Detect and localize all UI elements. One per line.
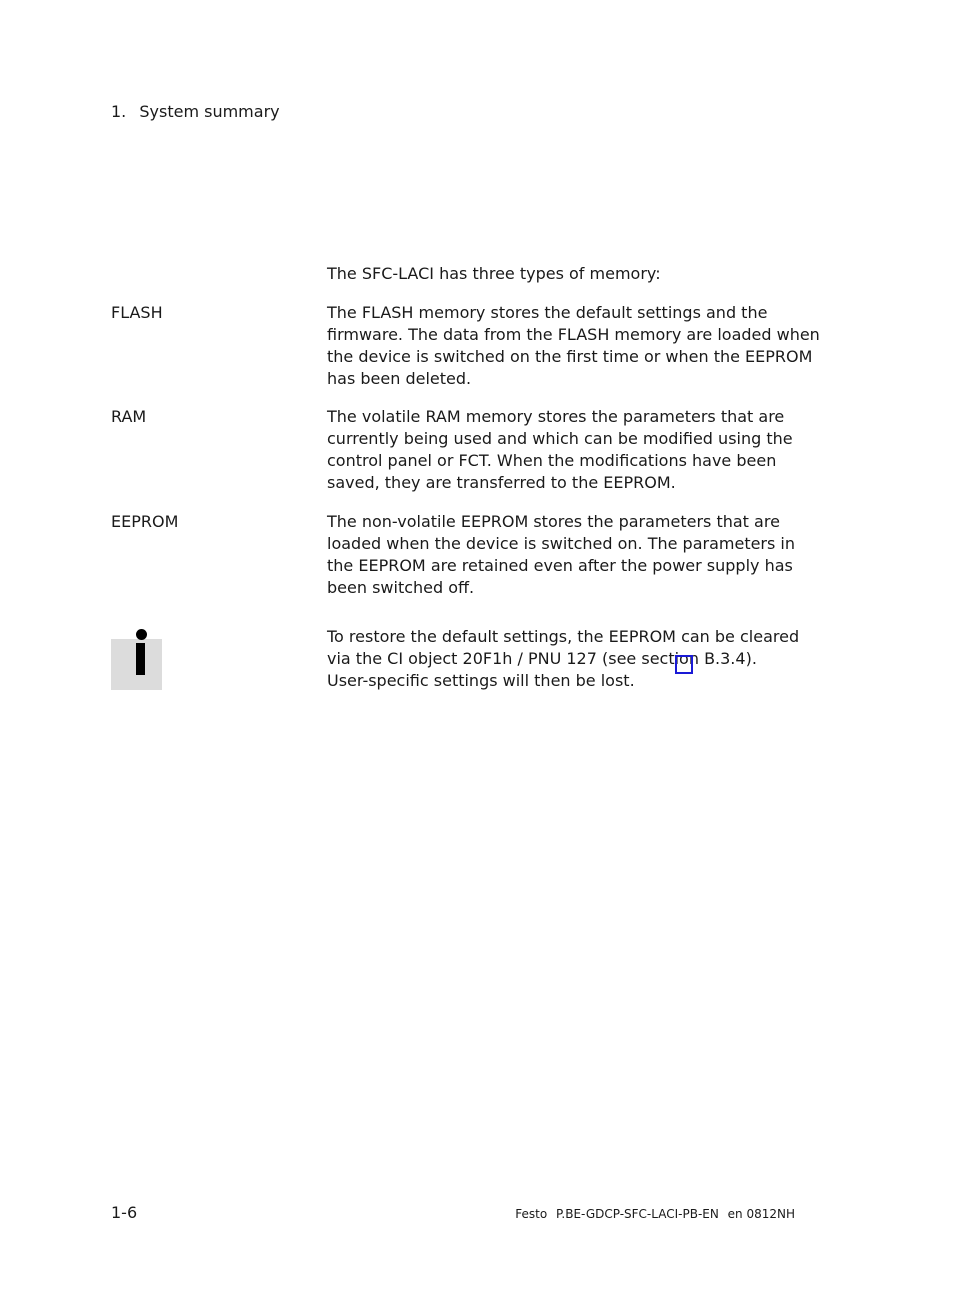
description-line: The volatile RAM memory stores the parameters that are — [327, 407, 785, 426]
note-line: User-specific settings will then be lost. — [327, 671, 635, 690]
description-line: loaded when the device is switched on. The parameters in — [327, 534, 796, 553]
description-line: the device is switched on the first time or when the EEPROM — [327, 347, 813, 366]
description-line: has been deleted. — [327, 369, 472, 388]
chapter-heading — [111, 101, 280, 123]
term-label-ram: RAM — [111, 407, 147, 426]
term-label-flash: FLASH — [111, 303, 163, 322]
chapter-title: System summary — [139, 102, 280, 121]
chapter-number: 1. — [111, 102, 127, 121]
section-link-box[interactable] — [675, 655, 693, 674]
document-revision: en 0812NH — [727, 1207, 795, 1221]
description-line: been switched off. — [327, 578, 475, 597]
note-line: via the CI object 20F1h / PNU 127 (see section B.3.4). — [327, 649, 757, 668]
term-label-eeprom: EEPROM — [111, 512, 179, 531]
description-line: The non-volatile EEPROM stores the parameters that are — [327, 512, 780, 531]
document-reference — [515, 1205, 795, 1223]
document-id: P.BE-GDCP-SFC-LACI-PB-EN — [556, 1207, 719, 1221]
description-line: saved, they are transferred to the EEPROM. — [327, 473, 676, 492]
note-line: To restore the default settings, the EEPROM can be cleared — [327, 627, 800, 646]
info-icon — [111, 639, 162, 690]
intro-paragraph: The SFC-LACI has three types of memory: — [327, 264, 661, 283]
description-flash — [327, 302, 820, 390]
page-number: 1-6 — [111, 1203, 138, 1222]
description-ram — [327, 406, 807, 494]
description-line: firmware. The data from the FLASH memory are loaded when — [327, 325, 820, 344]
description-eeprom — [327, 511, 807, 599]
publisher-name: Festo — [515, 1207, 548, 1221]
info-icon-dot — [136, 629, 147, 640]
info-icon-stem — [136, 643, 145, 675]
description-line: The FLASH memory stores the default settings and the — [327, 303, 768, 322]
description-line: the EEPROM are retained even after the power supply has — [327, 556, 793, 575]
note-paragraph — [327, 626, 807, 692]
description-line: currently being used and which can be modified using the — [327, 429, 793, 448]
description-line: control panel or FCT. When the modifications have been — [327, 451, 777, 470]
